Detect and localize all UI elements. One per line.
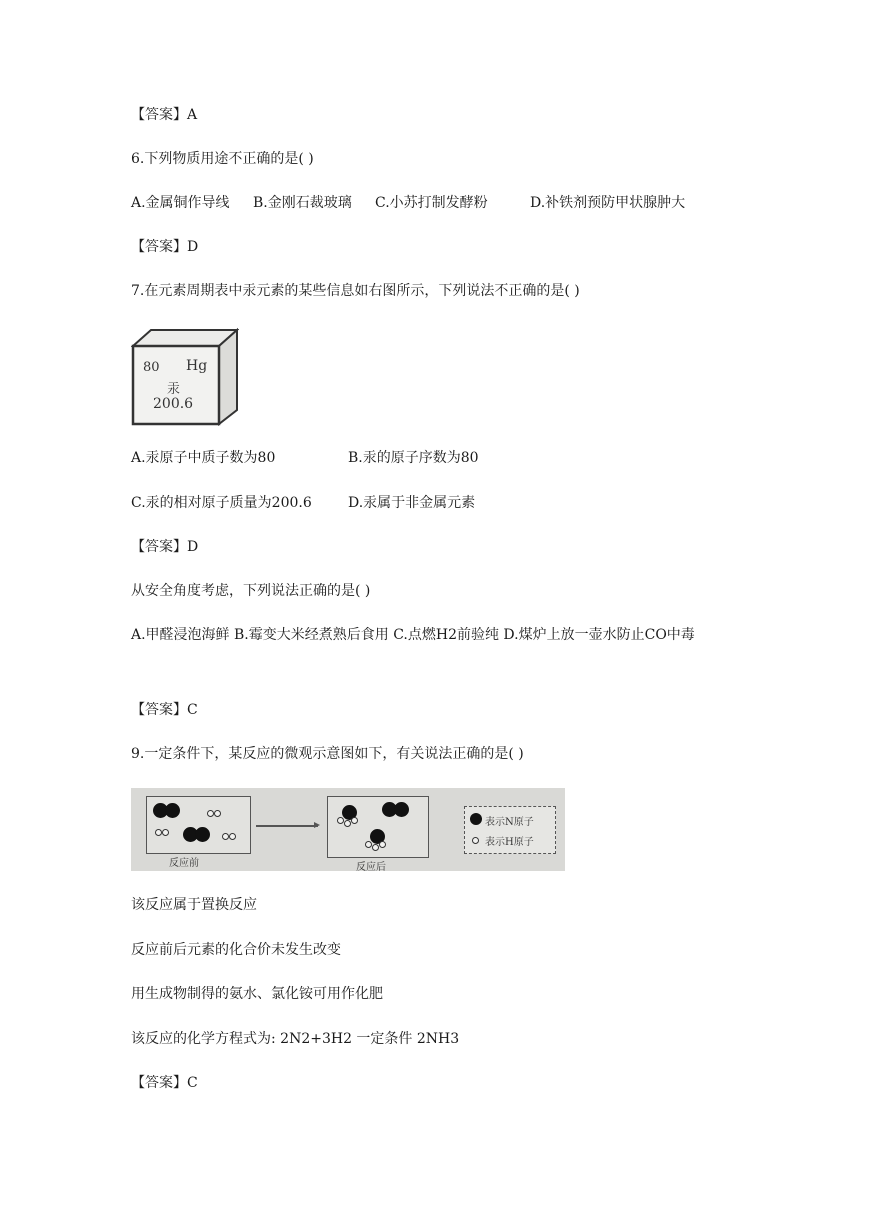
h-atom xyxy=(155,829,162,836)
legend-box xyxy=(464,806,556,854)
n-atom xyxy=(394,802,409,817)
before-box xyxy=(146,796,251,854)
reaction-figure xyxy=(131,788,565,871)
question-7-option-a: A.汞原子中质子数为80 xyxy=(131,450,276,466)
question-6-option-b: B.金刚石裁玻璃 xyxy=(253,195,352,211)
question-7-option-b: B.汞的原子序数为80 xyxy=(348,450,479,466)
question-7-option-c: C.汞的相对原子质量为200.6 xyxy=(131,495,312,511)
question-7-stem: 7.在元素周期表中汞元素的某些信息如右图所示，下列说法不正确的是( ) xyxy=(131,283,580,299)
question-9-option-3: 用生成物制得的氨水、氯化铵可用作化肥 xyxy=(131,986,383,1002)
h-atom xyxy=(162,829,169,836)
tile-name: 汞 xyxy=(167,382,181,397)
question-8-options: A.甲醛浸泡海鲜 B.霉变大米经煮熟后食用 C.点燃H2前验纯 D.煤炉上放一壶水防止CO中毒 xyxy=(131,627,695,643)
legend-n-label: 表示N原子 xyxy=(485,817,534,828)
element-tile-figure xyxy=(131,326,239,426)
h-atom xyxy=(344,820,351,827)
tile-symbol: Hg xyxy=(186,358,208,374)
answer-1: 【答案】A xyxy=(131,107,198,123)
h-atom xyxy=(207,810,214,817)
question-9-option-1: 该反应属于置换反应 xyxy=(131,897,257,913)
tile-atomic-number: 80 xyxy=(143,360,160,375)
legend-n-atom xyxy=(470,813,482,825)
reaction-arrow xyxy=(256,825,318,827)
question-6-option-a: A.金属铜作导线 xyxy=(131,195,230,211)
after-box xyxy=(327,796,429,858)
question-6-stem: 6.下列物质用途不正确的是( ) xyxy=(131,151,314,167)
question-9-option-4: 该反应的化学方程式为: 2N2+3H2 一定条件 2NH3 xyxy=(131,1031,460,1047)
before-label: 反应前 xyxy=(169,858,199,869)
question-9-stem: 9.一定条件下，某反应的微观示意图如下，有关说法正确的是( ) xyxy=(131,746,524,762)
legend-h-label: 表示H原子 xyxy=(485,837,534,848)
h-atom xyxy=(337,817,344,824)
h-atom xyxy=(351,817,358,824)
h-atom xyxy=(372,844,379,851)
h-atom xyxy=(365,841,372,848)
legend-h-atom xyxy=(472,837,479,844)
answer-3: 【答案】D xyxy=(131,539,199,555)
answer-5: 【答案】C xyxy=(131,1075,198,1091)
h-atom xyxy=(214,810,221,817)
question-6-option-c: C.小苏打制发酵粉 xyxy=(375,195,488,211)
h-atom xyxy=(222,833,229,840)
tile-mass: 200.6 xyxy=(153,396,194,412)
h-atom xyxy=(379,841,386,848)
question-8-stem: 从安全角度考虑，下列说法正确的是( ) xyxy=(131,583,371,599)
question-7-option-d: D.汞属于非金属元素 xyxy=(348,495,476,511)
question-9-option-2: 反应前后元素的化合价未发生改变 xyxy=(131,942,341,958)
n-atom xyxy=(165,803,180,818)
answer-4: 【答案】C xyxy=(131,702,198,718)
question-6-option-d: D.补铁剂预防甲状腺肿大 xyxy=(530,195,686,211)
after-label: 反应后 xyxy=(356,862,386,871)
answer-2: 【答案】D xyxy=(131,239,199,255)
h-atom xyxy=(229,833,236,840)
n-atom xyxy=(195,827,210,842)
